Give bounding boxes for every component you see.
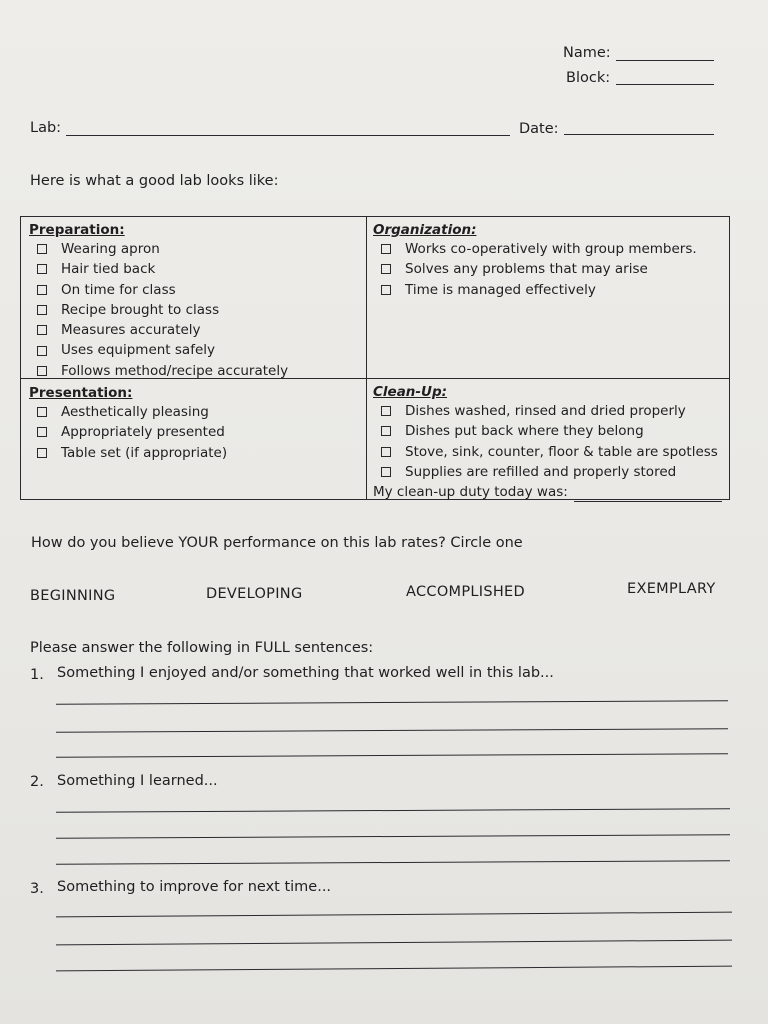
checkbox-icon[interactable] — [37, 407, 47, 417]
question-2-number: 2. — [30, 774, 44, 790]
organization-item-label: Works co-operatively with group members. — [405, 241, 697, 257]
checkbox-icon[interactable] — [37, 427, 47, 437]
preparation-heading: Preparation: — [29, 222, 125, 238]
lab-label: Lab: — [30, 120, 62, 136]
preparation-item-label: Recipe brought to class — [61, 301, 220, 318]
checkbox-icon[interactable] — [37, 305, 47, 315]
question-1-number: 1. — [30, 667, 44, 683]
rating-option-exemplary[interactable]: EXEMPLARY — [627, 581, 716, 597]
answer-1-line-2[interactable] — [56, 728, 728, 733]
rating-option-accomplished[interactable]: ACCOMPLISHED — [406, 584, 525, 600]
date-label: Date: — [519, 121, 559, 137]
preparation-item-label: Wearing apron — [61, 241, 160, 257]
reflection-instruction: Please answer the following in FULL sentences: — [30, 640, 374, 656]
organization-item — [373, 259, 697, 279]
preparation-cell — [29, 221, 288, 381]
cleanup-item-label: Dishes put back where they belong — [405, 423, 644, 440]
intro-text: Here is what a good lab looks like: — [30, 173, 279, 189]
cleanup-duty-field[interactable] — [574, 487, 722, 502]
table-vertical-divider — [366, 217, 367, 499]
cleanup-item-label: Supplies are refilled and properly stored — [405, 463, 677, 480]
question-3-number: 3. — [30, 881, 44, 897]
name-field[interactable] — [616, 60, 714, 61]
presentation-item — [29, 422, 227, 442]
presentation-item-label: Appropriately presented — [61, 424, 225, 441]
question-3-text: Something to improve for next time... — [57, 879, 332, 895]
checkbox-icon[interactable] — [381, 285, 391, 295]
cleanup-heading: Clean-Up: — [373, 384, 448, 400]
presentation-list — [29, 402, 227, 463]
checkbox-icon[interactable] — [37, 346, 47, 356]
checkbox-icon[interactable] — [381, 426, 391, 436]
name-label: Name: — [563, 45, 611, 61]
answer-2-line-3[interactable] — [56, 860, 730, 865]
presentation-item — [29, 443, 227, 463]
preparation-item — [29, 259, 288, 279]
block-field[interactable] — [616, 84, 714, 85]
criteria-table — [20, 216, 730, 500]
presentation-heading: Presentation: — [29, 385, 133, 401]
cleanup-item-label: Dishes washed, rinsed and dried properly — [405, 403, 686, 419]
preparation-item — [29, 340, 288, 360]
checkbox-icon[interactable] — [37, 264, 47, 274]
preparation-item-label: On time for class — [61, 281, 176, 298]
checkbox-icon[interactable] — [37, 366, 47, 376]
preparation-item — [29, 239, 288, 259]
cleanup-item — [373, 401, 722, 421]
preparation-item-label: Hair tied back — [61, 261, 156, 278]
checkbox-icon[interactable] — [381, 264, 391, 274]
answer-1-line-1[interactable] — [56, 700, 728, 705]
organization-item-label: Solves any problems that may arise — [405, 261, 648, 278]
preparation-item — [29, 361, 288, 381]
rating-option-beginning[interactable]: BEGINNING — [30, 588, 116, 604]
preparation-item-label: Uses equipment safely — [61, 342, 215, 359]
block-label: Block: — [566, 70, 611, 86]
checkbox-icon[interactable] — [381, 406, 391, 416]
date-field[interactable] — [564, 134, 714, 135]
answer-1-line-3[interactable] — [56, 753, 728, 758]
answer-3-line-2[interactable] — [56, 940, 732, 946]
cleanup-list — [373, 401, 722, 482]
answer-2-line-1[interactable] — [56, 808, 730, 813]
cleanup-duty-label: My clean-up duty today was: — [373, 484, 568, 501]
preparation-item-label: Measures accurately — [61, 322, 201, 339]
presentation-cell — [29, 384, 227, 463]
presentation-item — [29, 402, 227, 422]
cleanup-duty-row — [373, 482, 722, 502]
organization-item — [373, 239, 697, 259]
preparation-item — [29, 320, 288, 340]
checkbox-icon[interactable] — [381, 244, 391, 254]
preparation-item-label: Follows method/recipe accurately — [61, 362, 289, 379]
organization-item — [373, 280, 697, 300]
rating-question: How do you believe YOUR performance on this lab rates? Circle one — [31, 535, 523, 551]
cleanup-item-label: Stove, sink, counter, floor & table are spotless — [405, 443, 718, 460]
lab-field[interactable] — [66, 135, 510, 136]
question-2-text: Something I learned... — [57, 773, 218, 789]
organization-cell — [373, 221, 697, 300]
answer-3-line-3[interactable] — [56, 966, 732, 972]
answer-3-line-1[interactable] — [56, 912, 732, 918]
checkbox-icon[interactable] — [37, 285, 47, 295]
checkbox-icon[interactable] — [381, 467, 391, 477]
rating-option-developing[interactable]: DEVELOPING — [206, 586, 303, 602]
answer-2-line-2[interactable] — [56, 834, 730, 839]
checkbox-icon[interactable] — [381, 447, 391, 457]
organization-heading: Organization: — [373, 222, 477, 238]
presentation-item-label: Aesthetically pleasing — [61, 404, 209, 420]
question-1-text: Something I enjoyed and/or something that worked well in this lab... — [57, 665, 554, 681]
organization-item-label: Time is managed effectively — [405, 281, 596, 298]
cleanup-cell — [373, 383, 722, 502]
preparation-item — [29, 300, 288, 320]
cleanup-item — [373, 462, 722, 482]
preparation-item — [29, 280, 288, 300]
checkbox-icon[interactable] — [37, 448, 47, 458]
checkbox-icon[interactable] — [37, 244, 47, 254]
cleanup-item — [373, 421, 722, 441]
checkbox-icon[interactable] — [37, 325, 47, 335]
preparation-list — [29, 239, 288, 381]
organization-list — [373, 239, 697, 300]
cleanup-item — [373, 442, 722, 462]
presentation-item-label: Table set (if appropriate) — [61, 444, 228, 461]
